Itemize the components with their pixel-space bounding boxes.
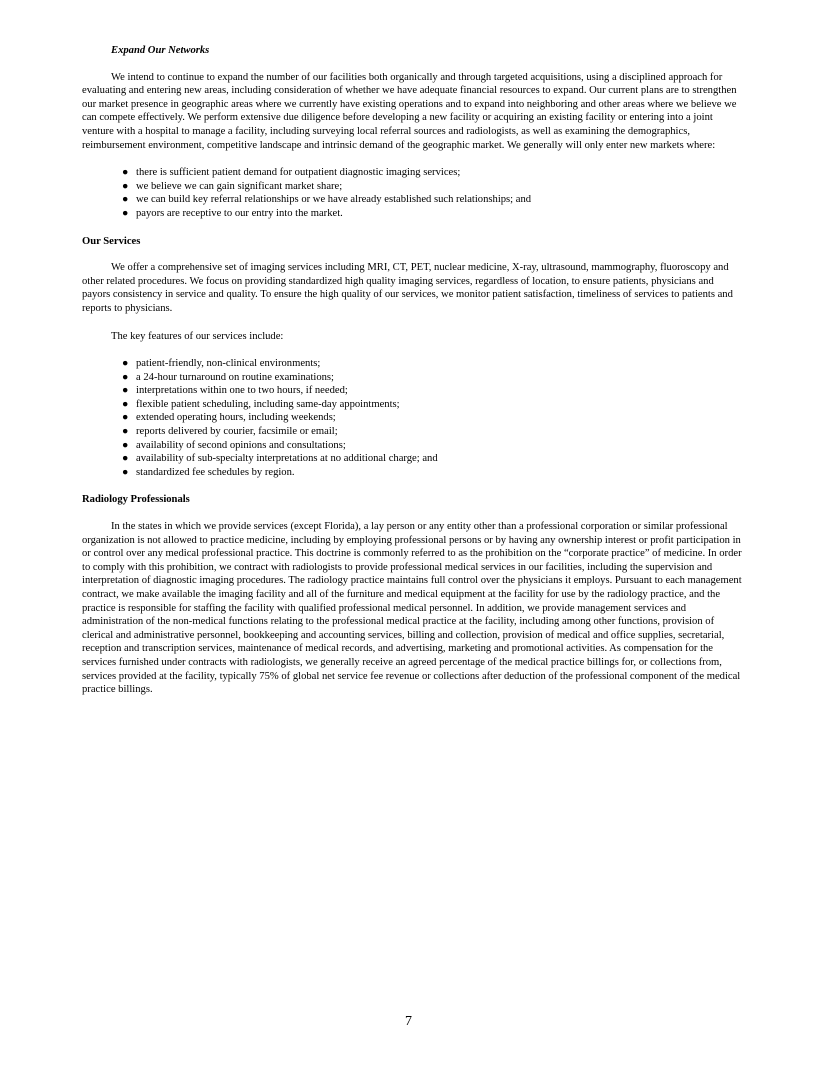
bullet-icon: ● (122, 371, 129, 383)
list-item (122, 207, 744, 221)
list-item-text: availability of second opinions and consultations; (136, 439, 346, 451)
section-heading-expand-networks: Expand Our Networks (111, 45, 210, 56)
list-item (122, 384, 744, 398)
list-item (122, 193, 744, 207)
list-item (122, 425, 744, 439)
list-item-text: standardized fee schedules by region. (136, 466, 295, 478)
list-item-text: interpretations within one to two hours, if needed; (136, 385, 348, 397)
bullet-icon: ● (122, 453, 129, 465)
bullet-icon: ● (122, 385, 129, 397)
list-item (122, 357, 744, 371)
list-item (122, 398, 744, 412)
list-item (122, 411, 744, 425)
section-heading-our-services: Our Services (82, 235, 141, 247)
bullet-list (82, 357, 744, 479)
section-heading-radiology-professionals: Radiology Professionals (82, 494, 190, 506)
list-item (122, 452, 744, 466)
list-item-text: extended operating hours, including weekends; (136, 412, 336, 424)
section-paragraph: The key features of our services include: (111, 330, 284, 342)
bullet-icon: ● (122, 466, 129, 478)
bullet-icon: ● (122, 439, 129, 451)
bullet-icon: ● (122, 207, 129, 219)
list-item-text: payors are receptive to our entry into the market. (136, 207, 343, 219)
list-item (122, 439, 744, 453)
list-item-text: we can build key referral relationships or we have already established such relationships; and (136, 194, 532, 206)
section-paragraph: We intend to continue to expand the number of our facilities both organically and through targeted acquisitions, using a disciplined approach for evaluating and entering new areas, including consideration of whether we have adequate financial resources to expand. Our current plans are to strengthen our market presence in geographic areas where we currently have existing operations and to expand into neighboring and other areas where we believe we can compete effectively. We perform extensive due diligence before developing a new facility or acquiring an existing facility or entering into a joint venture with a hospital to manage a facility, including surveying local referral sources and radiologists, as well as examining the demographics, reimbursement environment, competitive landscape and intrinsic demand of the geographic market. We generally will only enter new markets where: (82, 71, 737, 151)
list-item-text: patient-friendly, non-clinical environments; (136, 358, 321, 370)
bullet-list (82, 166, 744, 220)
list-item-text: flexible patient scheduling, including same-day appointments; (136, 398, 400, 410)
list-item (122, 466, 744, 480)
section-paragraph: In the states in which we provide services (except Florida), a lay person or any entity other than a professional corporation or similar professional organization is not allowed to practice medicine, including by employing professional persons or by having any ownership interest or profit participation in or control over any medical professional practice. This doctrine is commonly referred to as the prohibition on the “corporate practice” of medicine. In order to comply with this prohibition, we contract with radiologists to provide professional medical services in our facilities, including the supervision and interpretation of diagnostic imaging procedures. The radiology practice maintains full control over the physicians it employs. Pursuant to each management contract, we make available the imaging facility and all of the furniture and medical equipment at the facility for use by the radiology practice, and the practice is responsible for staffing the facility with qualified professional medical personnel. In addition, we provide management services and administration of the non-medical functions relating to the professional medical practice at the facility, including among other functions, provision of clerical and administrative personnel, bookkeeping and accounting services, billing and collection, provision of medical and office supplies, secretarial, reception and transcription services, maintenance of medical records, and advertising, marketing and promotional activities. As compensation for the services furnished under contracts with radiologists, we generally receive an agreed percentage of the medical practice billings for, or collections from, services provided at the facility, typically 75% of global net service fee revenue or collections after deduction of the professional component of the medical practice billings. (82, 521, 742, 696)
list-item-text: availability of sub-specialty interpretations at no additional charge; and (136, 453, 438, 465)
list-item-text: reports delivered by courier, facsimile or email; (136, 426, 338, 438)
list-item-text: there is sufficient patient demand for outpatient diagnostic imaging services; (136, 167, 461, 179)
list-item-text: we believe we can gain significant market share; (136, 180, 343, 192)
bullet-icon: ● (122, 180, 129, 192)
bullet-icon: ● (122, 194, 129, 206)
bullet-icon: ● (122, 358, 129, 370)
list-item (122, 371, 744, 385)
list-item (122, 180, 744, 194)
section-paragraph: We offer a comprehensive set of imaging services including MRI, CT, PET, nuclear medicine, X-ray, ultrasound, mammography, fluoroscopy and other related procedures. We focus on providing standardized high quality imaging services, regardless of location, to ensure patients, physicians and payors consistency in service and quality. To ensure the high quality of our services, we monitor patient satisfaction, timeliness of services to patients and reports to physicians. (82, 262, 733, 314)
list-item (122, 166, 744, 180)
bullet-icon: ● (122, 426, 129, 438)
document-page (82, 44, 744, 711)
list-item-text: a 24-hour turnaround on routine examinations; (136, 371, 334, 383)
bullet-icon: ● (122, 412, 129, 424)
bullet-icon: ● (122, 167, 129, 179)
page-number: 7 (405, 1014, 412, 1029)
bullet-icon: ● (122, 398, 129, 410)
